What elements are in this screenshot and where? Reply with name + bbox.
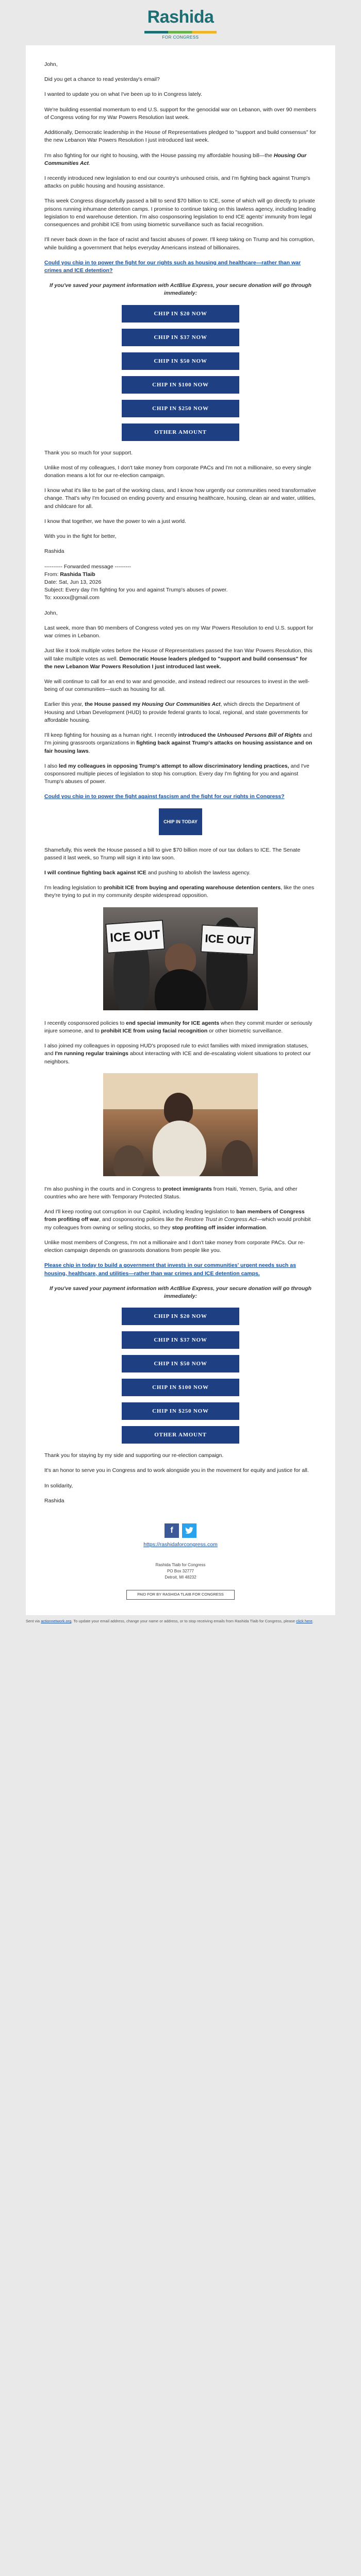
logo-color-strip	[144, 31, 217, 33]
photo-figure	[222, 1140, 253, 1176]
forwarded-date: Date: Sat, Jun 13, 2026	[44, 579, 102, 585]
email-body	[26, 45, 335, 1615]
signature: Rashida	[44, 548, 64, 555]
thanks-line: Thank you so much for your support.	[44, 449, 133, 456]
logo-tagline: FOR CONGRESS	[162, 35, 199, 40]
forwarded-from: From: Rashida Tlaib	[44, 571, 95, 578]
forwarded-header	[44, 563, 317, 602]
donate-20-button[interactable]: CHIP IN $20 NOW	[122, 305, 239, 323]
fw-paragraph: I'm also pushing in the courts and in Congress to protect immigrants from Haiti, Yemen, Syria, and other countries who are here with Temporary Protected Status.	[44, 1185, 298, 1200]
fw-paragraph: Last week, more than 90 members of Congress voted yes on my War Powers Resolution to end U.S. support for war crimes in Lebanon.	[44, 624, 314, 639]
rashida-logo[interactable]	[144, 5, 217, 41]
signature-2: Rashida	[44, 1497, 64, 1504]
donate-50-button[interactable]: CHIP IN $50 NOW	[122, 352, 239, 370]
intro-paragraph: Did you get a chance to read yesterday's email?	[44, 76, 160, 83]
fw-paragraph: I also joined my colleagues in opposing HUD's proposed rule to evict families with mixed immigration statuses, and I'm running regular trainings about interacting with ICE and de-escalating violent situations to protect our neighbors.	[44, 1043, 311, 1065]
salutation: John,	[44, 61, 58, 67]
intro-paragraph: We're building essential momentum to end U.S. support for the genocidal war on Lebanon, with over 90 members of Congress voting for my War Powers Resolution last week.	[44, 106, 317, 121]
photo-figure	[113, 1145, 144, 1176]
ice-out-sign: ICE OUT	[201, 924, 256, 955]
social-links	[44, 1523, 317, 1538]
fw-paragraph: And I'll keep rooting out corruption in our Capitol, including leading legislation to ban members of Congress from profiting off war, and cosponsoring policies like the Restore Trust in Congress Act—which would prohibit my colleagues from owning or selling stocks, so they stop profiting off insider information.	[44, 1209, 311, 1231]
fw-paragraph: Earlier this year, the House passed my Housing Our Communities Act, which directs the Department of Housing and Urban Development (HUD) to provide federal grants to local, regional, and state governments for affordable housing.	[44, 701, 308, 723]
forwarded-divider: ---------- Forwarded message ---------	[44, 563, 131, 570]
cta-link-3[interactable]: Please chip in today to build a government that invests in our communities' urgent needs such as housing, healthcare, and utilities—rather than war crimes and ICE detention camps.	[44, 1262, 296, 1277]
protest-photo	[103, 907, 258, 1010]
fw-paragraph: We will continue to call for an end to war and genocide, and instead redirect our resources to invest in the well-being of our communities—such as housing for all.	[44, 678, 310, 693]
fw-salutation: John,	[44, 609, 58, 616]
closing-paragraph: In solidarity,	[44, 1482, 73, 1489]
donate-button-group	[122, 305, 239, 441]
twitter-icon[interactable]	[182, 1523, 196, 1538]
website-link-row	[44, 1541, 317, 1549]
fw-paragraph: I'll keep fighting for housing as a human right. I recently introduced the Unhoused Persons Bill of Rights and I'm joining grassroots organizations in fighting back against Trump's attacks on housing assistance and on fair housing laws.	[44, 732, 313, 754]
donate-button-group-2	[122, 1308, 239, 1444]
paid-for-disclaimer: PAID FOR BY RASHIDA TLAIB FOR CONGRESS	[126, 1590, 235, 1600]
email-header	[0, 0, 361, 45]
fw-paragraph: I'm leading legislation to prohibit ICE from buying and operating warehouse detention centers, like the ones they're trying to put in my community despite widespread opposition.	[44, 885, 315, 899]
donate-other-button[interactable]: OTHER AMOUNT	[122, 1426, 239, 1444]
fw-paragraph: Just like it took multiple votes before the House of Representatives passed the Iran War Powers Resolution, this will take multiple votes as well. Democratic House leaders pledged to "support and build consensus" for the new Lebanon War Powers Resolution I just introduced last week.	[44, 648, 313, 670]
forwarded-to: To: xxxxxx@gmail.com	[44, 595, 100, 601]
photo-figure	[155, 969, 206, 1010]
closing-paragraph: Thank you for staying by my side and supporting our re-election campaign.	[44, 1452, 224, 1459]
unsubscribe-footer: Sent via actionnetwork.org. To update your email address, change your name or address, or to stop receiving emails from Rashida Tlaib for Congress, please click here.	[26, 1619, 314, 1624]
donate-100-button[interactable]: CHIP IN $100 NOW	[122, 1379, 239, 1396]
facebook-icon[interactable]: f	[165, 1523, 179, 1538]
body-paragraph: I'll never back down in the face of racist and fascist abuses of power. I'll keep taking on Trump and his corruption, while building a government that helps everyday Americans instead of billionaires.	[44, 236, 315, 251]
training-photo	[103, 1073, 258, 1176]
donate-20-button[interactable]: CHIP IN $20 NOW	[122, 1308, 239, 1325]
fw-paragraph: I will continue fighting back against ICE and pushing to abolish the lawless agency.	[44, 870, 251, 876]
footer-address: Rashida Tlaib for Congress PO Box 32777 Detroit, MI 48232	[155, 1563, 206, 1580]
forwarded-subject: Subject: Every day I'm fighting for you and against Trump's abuses of power.	[44, 587, 228, 594]
unsubscribe-link[interactable]: click here	[296, 1619, 313, 1624]
cta-link-1[interactable]: Could you chip in to power the fight for our rights such as housing and healthcare—rather than war crimes and ICE detention?	[44, 259, 301, 274]
logo-wordmark: Rashida	[147, 7, 214, 27]
donate-37-button[interactable]: CHIP IN $37 NOW	[122, 329, 239, 346]
ice-out-sign: ICE OUT	[105, 920, 165, 954]
closing-paragraph: It's an honor to serve you in Congress and to work alongside you in the movement for equity and justice for all.	[44, 1467, 309, 1474]
fw-paragraph: Unlike most members of Congress, I'm not a millionaire and I don't take money from corporate PACs. Our re-election campaign depends on grassroots donations from people like you.	[44, 1239, 305, 1254]
body-paragraph: Unlike most of my colleagues, I don't take money from corporate PACs and I'm not a millionaire, so every single donation means a lot for our re-election campaign.	[44, 464, 311, 479]
actblue-note: If you've saved your payment information with ActBlue Express, your secure donation will go through immediately:	[50, 282, 311, 297]
intro-paragraph: Additionally, Democratic leadership in the House of Representatives pledged to "support and build consensus" for the new Lebanon War Powers Resolution I just introduced last week.	[44, 129, 316, 144]
website-link[interactable]: https://rashidaforcongress.com	[143, 1541, 218, 1548]
fw-paragraph: I recently cosponsored policies to end special immunity for ICE agents when they commit murder or seriously injure someone, and to prohibit ICE from using facial recognition or other biometric surveillance.	[44, 1020, 313, 1034]
housing-paragraph: I'm also fighting for our right to housing, with the House passing my affordable housing bill—the Housing Our Communities Act.	[44, 152, 307, 166]
donate-37-button[interactable]: CHIP IN $37 NOW	[122, 1331, 239, 1349]
actblue-note-2: If you've saved your payment information with ActBlue Express, your secure donation will go through immediately:	[50, 1285, 311, 1299]
donate-50-button[interactable]: CHIP IN $50 NOW	[122, 1355, 239, 1372]
photo-face	[164, 1093, 193, 1125]
donate-100-button[interactable]: CHIP IN $100 NOW	[122, 376, 239, 394]
actionnetwork-link[interactable]: actionnetwork.org	[41, 1619, 72, 1624]
donate-other-button[interactable]: OTHER AMOUNT	[122, 423, 239, 441]
chip-in-today-button[interactable]: CHIP IN TODAY	[159, 808, 202, 835]
fw-paragraph: I also led my colleagues in opposing Trump's attempt to allow discriminatory lending practices, and I've cosponsored multiple pieces of legislation to stop his corruption. Every day I'm fighting for you and against Trump's abuses of power.	[44, 762, 309, 785]
donate-250-button[interactable]: CHIP IN $250 NOW	[122, 1402, 239, 1420]
photo-figure	[153, 1121, 206, 1176]
body-paragraph: With you in the fight for better,	[44, 533, 117, 540]
body-paragraph: I know that together, we have the power to win a just world.	[44, 518, 186, 524]
body-paragraph: This week Congress disgracefully passed a bill to send $70 billion to ICE, some of which will go directly to private prisons running inhumane detention camps. I promise to continue taking on this lawless agency, including leading legislation to end warehouse detention. I'm also cosponsoring legislation to end ICE agents' immunity from legal consequences and prohibit ICE from using biometric surveillance such as facial recognition.	[44, 198, 316, 228]
body-paragraph: I recently introduced new legislation to end our country's unhoused crisis, and I'm fighting back against Trump's attacks on public housing and housing assistance.	[44, 175, 310, 190]
donate-250-button[interactable]: CHIP IN $250 NOW	[122, 400, 239, 417]
body-paragraph: I know what it's like to be part of the working class, and I know how urgently our communities need transformative change. That's why I'm focused on ending poverty and ensuring healthcare, housing, clean air and water, utilities, and childcare for all.	[44, 487, 316, 510]
intro-paragraph: I wanted to update you on what I've been up to in Congress lately.	[44, 91, 202, 98]
bill-name: Housing Our Communities Act	[44, 152, 307, 166]
fw-paragraph: Shamefully, this week the House passed a bill to give $70 billion more of our tax dollars to ICE. The Senate passed it last week, so Trump will sign it into law soon.	[44, 846, 301, 861]
cta-link-2[interactable]: Could you chip in to power the fight against fascism and the fight for our rights in Congress?	[44, 793, 285, 800]
